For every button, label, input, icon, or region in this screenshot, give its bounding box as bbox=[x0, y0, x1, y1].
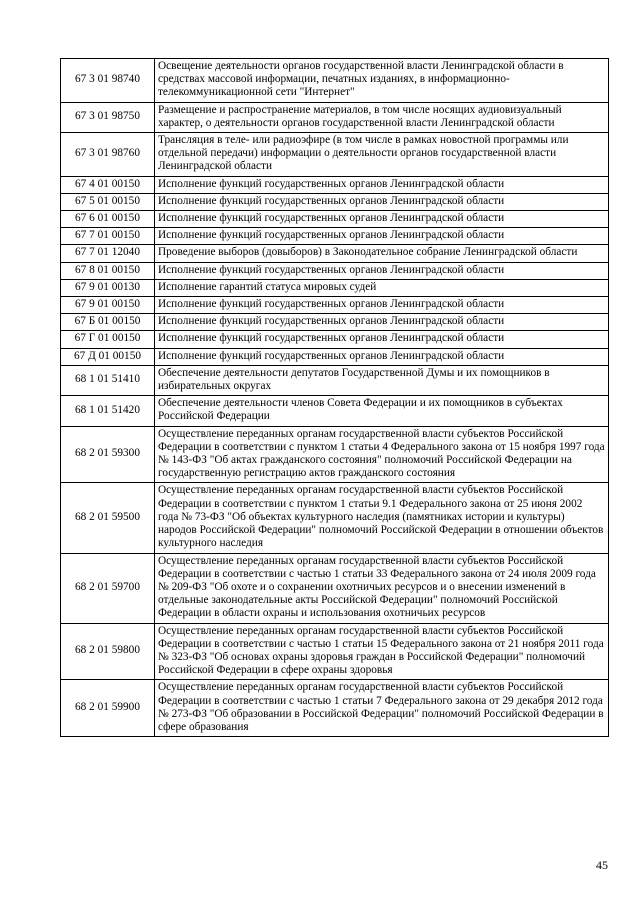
classification-code: 67 6 01 00150 bbox=[61, 211, 155, 228]
table-row bbox=[61, 396, 609, 426]
expense-description: Осуществление переданных органам государственной власти субъектов Российской Федерации в соответствии с пунктом 1 статьи 9.1 Федерального закона от 25 июня 2002 года № 73-ФЗ "Об объектах культурного наследия (памятниках истории и культуры) народов Российской Федерации" полномочий Российской Федерации в отношении объектов культурного наследия bbox=[155, 483, 609, 553]
table-row bbox=[61, 297, 609, 314]
classification-code: 67 7 01 12040 bbox=[61, 245, 155, 262]
classification-code: 68 2 01 59700 bbox=[61, 553, 155, 623]
page-number: 45 bbox=[596, 858, 608, 872]
classification-code: 68 2 01 59300 bbox=[61, 426, 155, 483]
table-row bbox=[61, 279, 609, 296]
classification-code: 67 Г 01 00150 bbox=[61, 331, 155, 348]
classification-code: 68 2 01 59900 bbox=[61, 680, 155, 737]
table-row bbox=[61, 59, 609, 103]
table-row bbox=[61, 553, 609, 623]
table-row bbox=[61, 365, 609, 395]
table-row bbox=[61, 331, 609, 348]
expense-description: Проведение выборов (довыборов) в Законодательное собрание Ленинградской области bbox=[155, 245, 609, 262]
expense-description: Осуществление переданных органам государственной власти субъектов Российской Федерации в соответствии с частью 1 статьи 7 Федерального закона от 29 декабря 2012 года № 273-ФЗ "Об образовании в Российской Федерации" полномочий Российской Федерации в сфере образования bbox=[155, 680, 609, 737]
table-row bbox=[61, 211, 609, 228]
expense-description: Освещение деятельности органов государственной власти Ленинградской области в средствах массовой информации, печатных изданиях, в информационно-телекоммуникационной сети "Интернет" bbox=[155, 59, 609, 103]
expense-description: Исполнение функций государственных органов Ленинградской области bbox=[155, 331, 609, 348]
classification-code: 67 7 01 00150 bbox=[61, 228, 155, 245]
expense-description: Размещение и распространение материалов, в том числе носящих аудиовизуальный характер, о деятельности органов государственной власти Ленинградской области bbox=[155, 102, 609, 132]
classification-code: 67 Д 01 00150 bbox=[61, 348, 155, 365]
expense-description: Обеспечение деятельности членов Совета Федерации и их помощников в субъектах Российской Федерации bbox=[155, 396, 609, 426]
table-row bbox=[61, 348, 609, 365]
table-row bbox=[61, 176, 609, 193]
expense-description: Осуществление переданных органам государственной власти субъектов Российской Федерации в соответствии с частью 1 статьи 15 Федерального закона от 21 ноября 2011 года № 323-ФЗ "Об основах охраны здоровья граждан в Российской Федерации" полномочий Российской Федерации в сфере охраны здоровья bbox=[155, 623, 609, 680]
expense-description: Осуществление переданных органам государственной власти субъектов Российской Федерации в соответствии с частью 1 статьи 33 Федерального закона от 24 июля 2009 года № 209-ФЗ "Об охоте и о сохранении охотничьих ресурсов и о внесении изменений в отдельные законодательные акты Российской Федерации" полномочий Российской Федерации в области охраны и использования охотничьих ресурсов bbox=[155, 553, 609, 623]
table-row bbox=[61, 228, 609, 245]
expense-description: Исполнение функций государственных органов Ленинградской области bbox=[155, 176, 609, 193]
classification-code: 67 9 01 00150 bbox=[61, 297, 155, 314]
classification-code: 68 2 01 59800 bbox=[61, 623, 155, 680]
classification-code: 67 3 01 98760 bbox=[61, 133, 155, 177]
classification-code: 67 5 01 00150 bbox=[61, 193, 155, 210]
table-row bbox=[61, 314, 609, 331]
table-row bbox=[61, 133, 609, 177]
table-row bbox=[61, 193, 609, 210]
expense-description: Исполнение функций государственных органов Ленинградской области bbox=[155, 211, 609, 228]
classification-code: 67 9 01 00130 bbox=[61, 279, 155, 296]
table-row bbox=[61, 680, 609, 737]
table-row bbox=[61, 623, 609, 680]
expense-description: Трансляция в теле- или радиоэфире (в том числе в рамках новостной программы или отдельной передачи) информации о деятельности органов государственной власти Ленинградской области bbox=[155, 133, 609, 177]
table-body bbox=[61, 59, 609, 737]
budget-classification-table bbox=[60, 58, 609, 737]
classification-code: 68 2 01 59500 bbox=[61, 483, 155, 553]
classification-code: 67 Б 01 00150 bbox=[61, 314, 155, 331]
classification-code: 67 8 01 00150 bbox=[61, 262, 155, 279]
expense-description: Исполнение функций государственных органов Ленинградской области bbox=[155, 348, 609, 365]
expense-description: Обеспечение деятельности депутатов Государственной Думы и их помощников в избирательных округах bbox=[155, 365, 609, 395]
classification-code: 67 3 01 98750 bbox=[61, 102, 155, 132]
table-row bbox=[61, 483, 609, 553]
table-row bbox=[61, 262, 609, 279]
expense-description: Исполнение гарантий статуса мировых судей bbox=[155, 279, 609, 296]
classification-code: 68 1 01 51420 bbox=[61, 396, 155, 426]
expense-description: Исполнение функций государственных органов Ленинградской области bbox=[155, 314, 609, 331]
table-row bbox=[61, 245, 609, 262]
expense-description: Исполнение функций государственных органов Ленинградской области bbox=[155, 262, 609, 279]
expense-description: Исполнение функций государственных органов Ленинградской области bbox=[155, 228, 609, 245]
table-row bbox=[61, 426, 609, 483]
classification-code: 68 1 01 51410 bbox=[61, 365, 155, 395]
classification-code: 67 3 01 98740 bbox=[61, 59, 155, 103]
expense-description: Исполнение функций государственных органов Ленинградской области bbox=[155, 193, 609, 210]
table-row bbox=[61, 102, 609, 132]
expense-description: Осуществление переданных органам государственной власти субъектов Российской Федерации в соответствии с пунктом 1 статьи 4 Федерального закона от 15 ноября 1997 года № 143-ФЗ "Об актах гражданского состояния" полномочий Российской Федерации на государственную регистрацию актов гражданского состояния bbox=[155, 426, 609, 483]
expense-description: Исполнение функций государственных органов Ленинградской области bbox=[155, 297, 609, 314]
classification-code: 67 4 01 00150 bbox=[61, 176, 155, 193]
